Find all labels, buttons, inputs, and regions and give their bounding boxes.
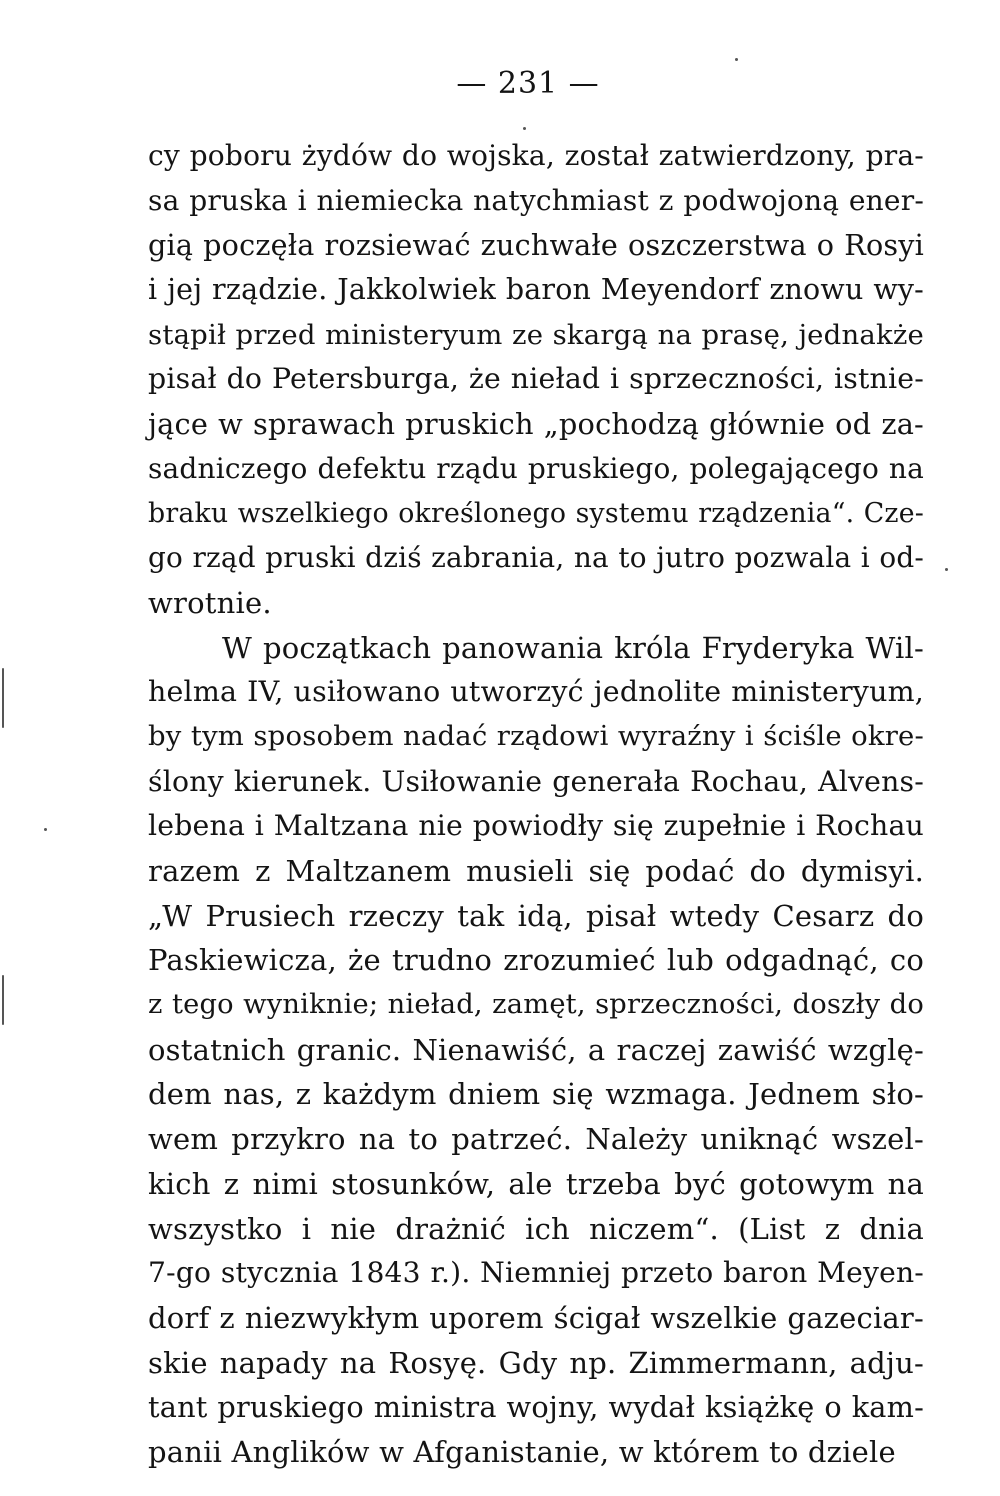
scan-speck (735, 58, 738, 61)
text-line: z tego wyniknie; nieład, zamęt, sprzeczności, doszły do (148, 989, 924, 1021)
text-line: go rząd pruski dziś zabrania, na to jutro pozwala i od- (148, 541, 924, 575)
text-line: stąpił przed ministeryum ze skargą na prasę, jednakże (148, 318, 924, 351)
paragraph (148, 626, 924, 1475)
text-line: sa pruska i niemiecka natychmiast z podwojoną ener- (148, 183, 924, 217)
text-line: lebena i Maltzana nie powiodły się zupełnie i Rochau (148, 809, 924, 843)
page-number: — 231 — (456, 66, 600, 101)
text-line: skie napady na Rosyę. Gdy np. Zimmermann, adju- (148, 1345, 924, 1380)
text-line: pisał do Petersburga, że nieład i sprzeczności, istnie- (148, 362, 924, 396)
text-line: dorf z niezwykłym uporem ścigał wszelkie gazeciar- (148, 1300, 924, 1335)
text-line: panii Anglików w Afganistanie, w którem to dziele (148, 1434, 896, 1469)
text-line: gią poczęła rozsiewać zuchwałe oszczerstwa o Rosyi (148, 228, 924, 263)
text-line: ślony kierunek. Usiłowanie generała Rochau, Alvens- (148, 764, 924, 798)
text-line: „W Prusiech rzeczy tak idą, pisał wtedy Cesarz do (148, 898, 924, 933)
text-line: wrotnie. (148, 585, 272, 620)
text-line: ostatnich granic. Nienawiść, a raczej zawiść wzglę- (148, 1032, 924, 1067)
text-line: helma IV, usiłowano utworzyć jednolite ministeryum, (148, 675, 924, 709)
text-line: wem przykro na to patrzeć. Należy uniknąć wszel- (148, 1122, 924, 1157)
text-line: jące w sprawach pruskich „pochodzą głównie od za- (148, 407, 924, 442)
text-line: i jej rządzie. Jakkolwiek baron Meyendorf znowu wy- (148, 273, 924, 307)
text-line: sadniczego defektu rządu pruskiego, polegającego na (148, 451, 924, 485)
paragraph (148, 134, 924, 626)
text-line: tant pruskiego ministra wojny, wydał książkę o kam- (148, 1390, 924, 1425)
scan-speck (2, 668, 4, 728)
text-line: W początkach panowania króla Fryderyka Wil- (222, 630, 924, 665)
text-line: 7-go stycznia 1843 r.). Niemniej przeto baron Meyen- (148, 1256, 924, 1290)
text-line: razem z Maltzanem musieli się podać do dymisyi. (148, 854, 924, 888)
body-text (148, 134, 924, 1475)
text-line: cy poboru żydów do wojska, został zatwierdzony, pra- (148, 139, 924, 172)
text-line: Paskiewicza, że trudno zrozumieć lub odgadnąć, co (148, 943, 924, 978)
scan-speck (945, 568, 948, 571)
scan-speck (523, 127, 526, 130)
scan-speck (2, 975, 4, 1025)
text-line: by tym sposobem nadać rządowi wyraźny i ściśle okre- (148, 720, 924, 752)
text-line: wszystko i nie drażnić ich niczem“. (List z dnia (148, 1211, 924, 1246)
text-line: braku wszelkiego określonego systemu rządzenia“. Cze- (148, 497, 924, 529)
text-line: dem nas, z każdym dniem się wzmaga. Jednem sło- (148, 1077, 924, 1112)
scan-speck (44, 828, 47, 831)
text-line: kich z nimi stosunków, ale trzeba być gotowym na (148, 1166, 924, 1201)
